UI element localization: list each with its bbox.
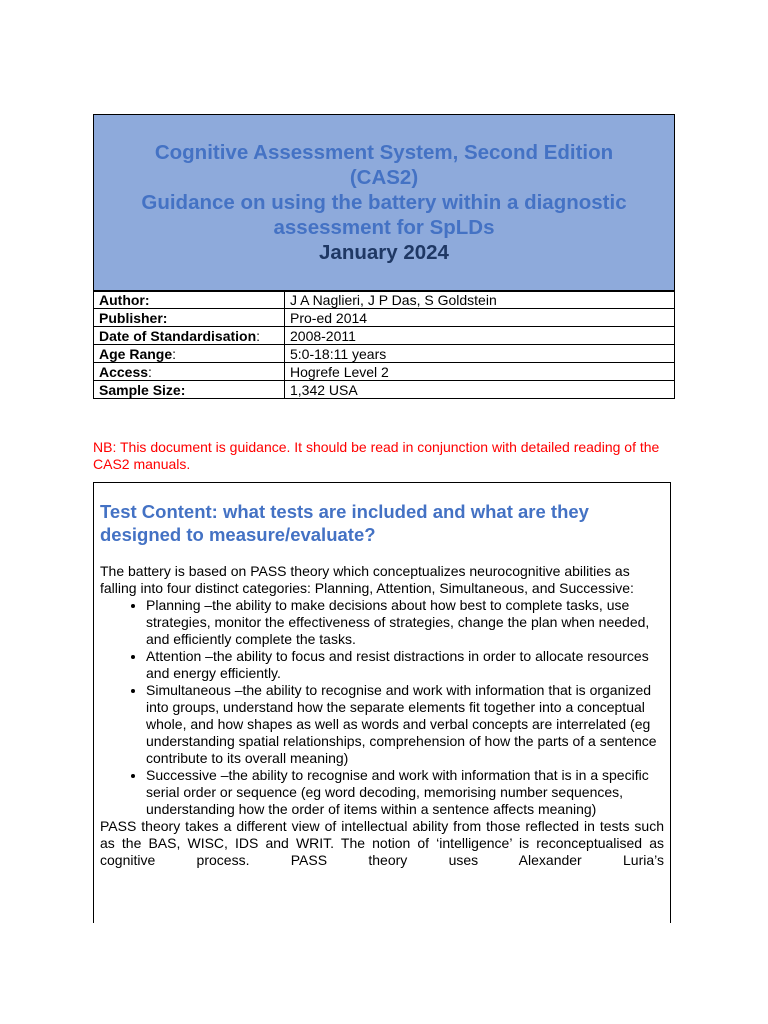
title-line-2: (CAS2): [349, 166, 419, 189]
table-row: [94, 345, 675, 363]
title-line-1: Cognitive Assessment System, Second Edition: [154, 141, 614, 164]
row-label: Author:: [94, 291, 285, 309]
title-line-3: Guidance on using the battery within a diagnostic: [141, 191, 627, 214]
row-value: Hogrefe Level 2: [285, 363, 675, 381]
row-value: J A Naglieri, J P Das, S Goldstein: [285, 291, 675, 309]
title-line-4: assessment for SpLDs: [273, 216, 495, 239]
pass-categories-list: [100, 597, 664, 818]
list-item: • Attention –the ability to focus and resist distractions in order to allocate resources and energy efficiently.: [146, 648, 664, 682]
row-value: Pro-ed 2014: [285, 309, 675, 327]
list-item: • Planning –the ability to make decisions about how best to complete tasks, use strategies, monitor the effectiveness of strategies, change the plan when needed, and efficiently complete the tasks.: [146, 597, 664, 648]
document-header-box: [93, 114, 675, 292]
guidance-note: NB: This document is guidance. It should be read in conjunction with detailed reading of the CAS2 manuals.: [93, 439, 660, 472]
intro-paragraph: The battery is based on PASS theory which conceptualizes neurocognitive abilities as falling into four distinct categories: Planning, Attention, Simultaneous, and Successive:: [100, 563, 634, 596]
row-label: Date of Standardisation:: [94, 327, 285, 345]
table-row: [94, 381, 675, 399]
row-label: Publisher:: [94, 309, 285, 327]
table-row: [94, 309, 675, 327]
row-label: Sample Size:: [94, 381, 285, 399]
section-title: Test Content: what tests are included and what are they designed to measure/evaluate?: [100, 501, 589, 545]
list-item: • Simultaneous –the ability to recognise and work with information that is organized into groups, understand how the separate elements fit together into a conceptual whole, and how shapes as well as words and verbal concepts are interrelated (eg understanding spatial relationships, comprehension of how the parts of a sentence contribute to its overall meaning): [146, 682, 664, 767]
test-info-table: [93, 290, 675, 399]
closing-paragraph: PASS theory takes a different view of intellectual ability from those reflected in tests such as the BAS, WISC, IDS and WRIT. The notion of ‘intelligence’ is reconceptualised as cognitive process. PASS theory uses Alexander Luria’s: [100, 818, 664, 868]
document-date: January 2024: [319, 241, 449, 264]
row-value: 2008-2011: [285, 327, 675, 345]
table-row: [94, 363, 675, 381]
row-value: 5:0-18:11 years: [285, 345, 675, 363]
test-content-box: [93, 482, 671, 923]
row-label: Age Range:: [94, 345, 285, 363]
table-row: [94, 291, 675, 309]
row-value: 1,342 USA: [285, 381, 675, 399]
list-item: • Successive –the ability to recognise and work with information that is in a specific serial order or sequence (eg word decoding, memorising number sequences, understanding how the order of items within a sentence affects meaning): [146, 767, 664, 818]
row-label: Access:: [94, 363, 285, 381]
table-row: [94, 327, 675, 345]
